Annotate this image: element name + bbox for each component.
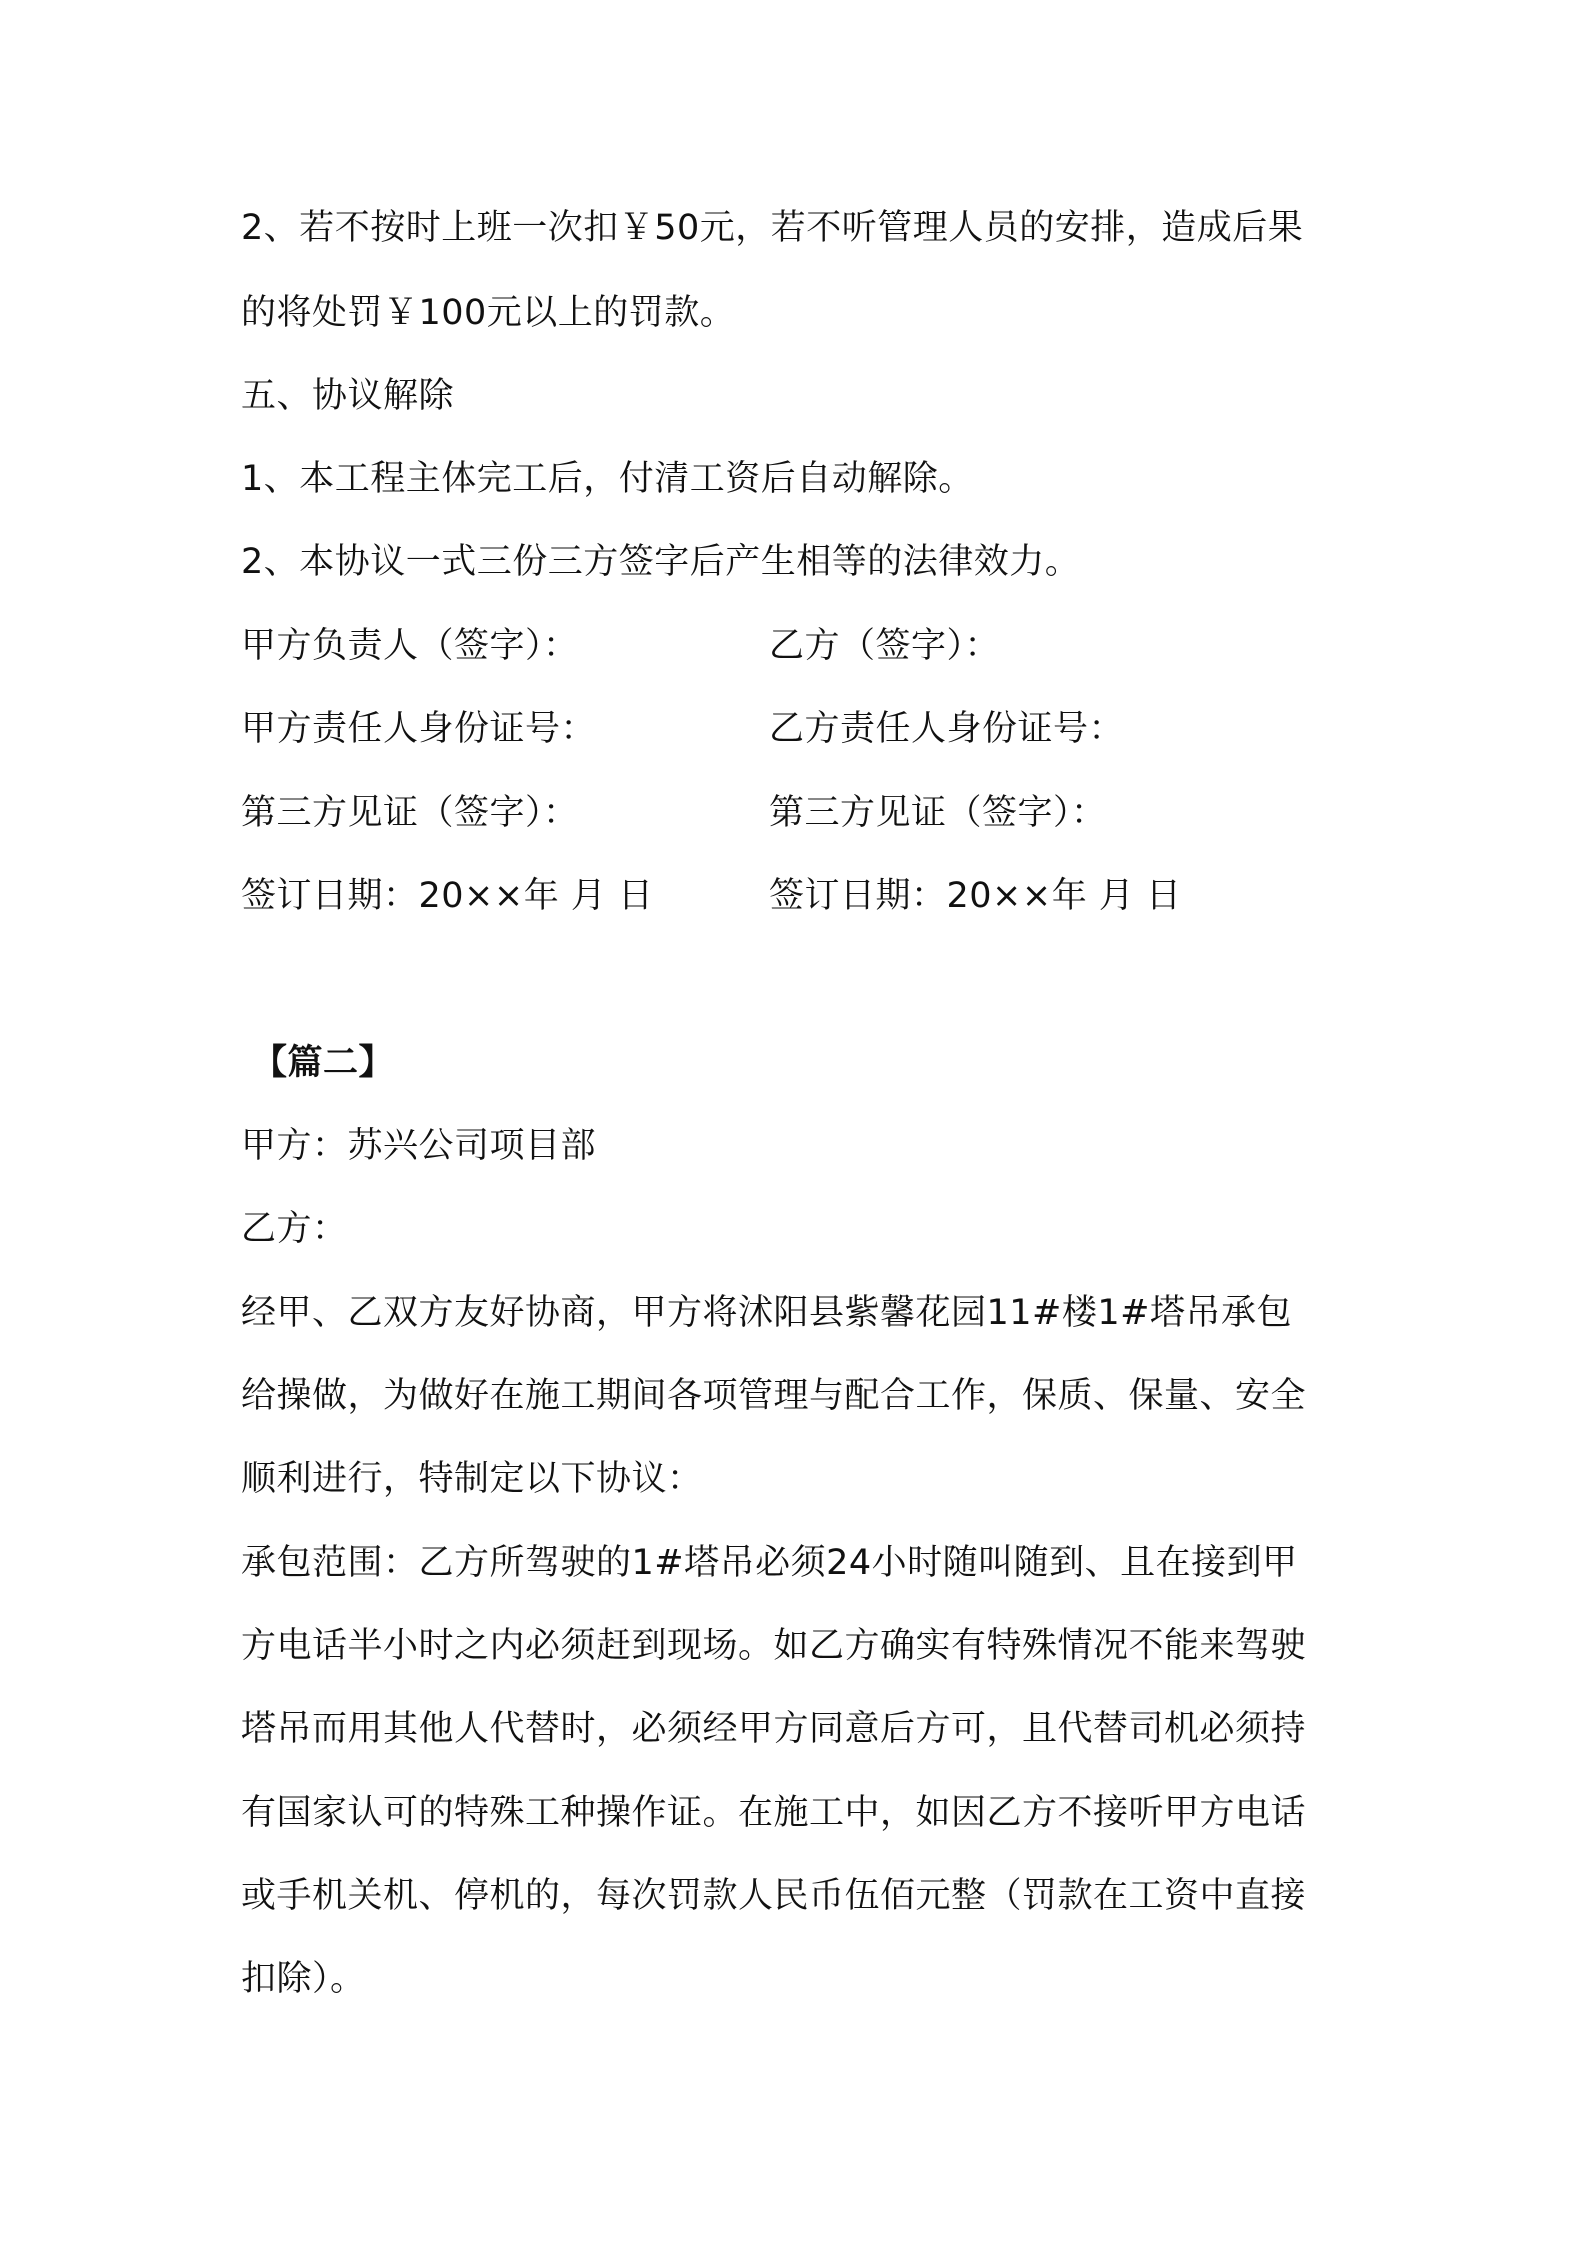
signing-date-right: 签订日期：20××年 月 日 [769,876,1182,916]
scope-line-1: 承包范围：乙方所驾驶的1#塔吊必须24小时随叫随到、且在接到甲 [241,1543,1298,1583]
party-b-id-label: 乙方责任人身份证号： [769,709,1125,749]
witness-left-label: 第三方见证（签字）： [241,793,579,833]
scope-line-5: 或手机关机、停机的，每次罚款人民币伍佰元整（罚款在工资中直接 [241,1876,1307,1916]
signing-date-left: 签订日期：20××年 月 日 [241,876,654,916]
intro-line-3: 顺利进行，特制定以下协议： [241,1459,703,1499]
witness-right-label: 第三方见证（签字）： [769,793,1107,833]
penalty-text-line-1: 2、若不按时上班一次扣￥50元，若不听管理人员的安排，造成后果 [241,208,1304,248]
party-a-name: 甲方：苏兴公司项目部 [241,1126,597,1166]
party-a-id-label: 甲方责任人身份证号： [241,709,597,749]
party-b-name: 乙方： [241,1209,348,1249]
scope-line-4: 有国家认可的特殊工种操作证。在施工中，如因乙方不接听甲方电话 [241,1793,1307,1833]
scope-line-3: 塔吊而用其他人代替时，必须经甲方同意后方可，且代替司机必须持 [241,1709,1307,1749]
party-b-signature-label: 乙方（签字）： [769,626,1001,666]
termination-item-2: 2、本协议一式三份三方签字后产生相等的法律效力。 [241,542,1081,582]
scope-line-6: 扣除）。 [241,1959,366,1999]
termination-item-1: 1、本工程主体完工后，付清工资后自动解除。 [241,459,974,499]
party-a-signature-label: 甲方负责人（签字）： [241,626,579,666]
penalty-text-line-2: 的将处罚￥100元以上的罚款。 [241,293,736,333]
intro-line-1: 经甲、乙双方友好协商，甲方将沭阳县紫馨花园11#楼1#塔吊承包 [241,1293,1292,1333]
intro-line-2: 给操做，为做好在施工期间各项管理与配合工作，保质、保量、安全 [241,1376,1307,1416]
section-two-title: 【篇二】 [252,1043,395,1083]
section-heading-termination: 五、协议解除 [241,376,455,416]
scope-line-2: 方电话半小时之内必须赶到现场。如乙方确实有特殊情况不能来驾驶 [241,1626,1307,1666]
